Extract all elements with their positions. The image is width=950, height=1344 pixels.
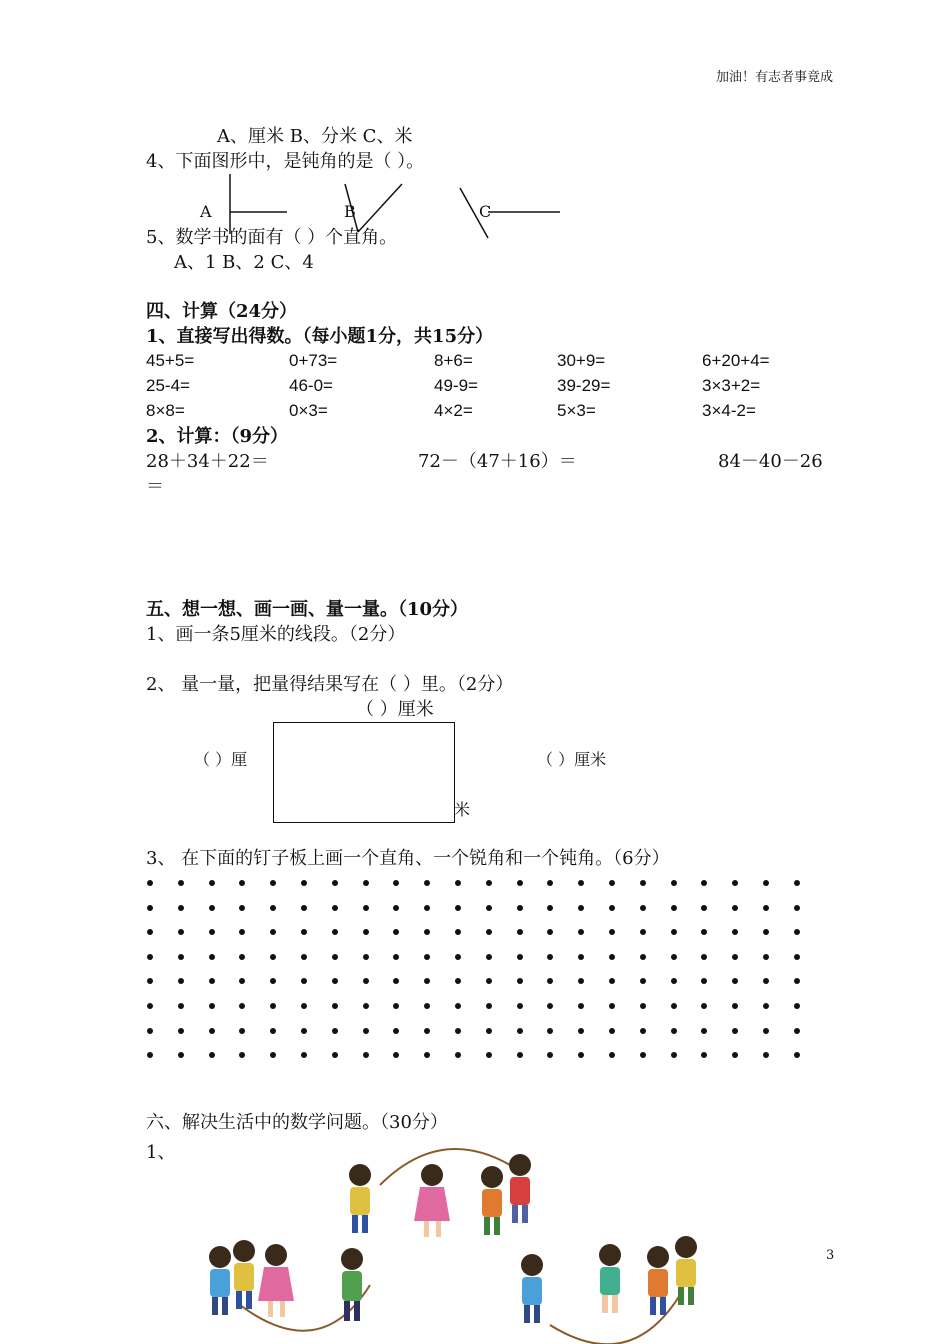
nail-dot[interactable] [209, 954, 215, 960]
child-figure [521, 1254, 543, 1323]
math-item: 4×2= [434, 401, 473, 420]
nail-dot[interactable] [332, 880, 338, 886]
nail-dot[interactable] [270, 978, 276, 984]
nail-dot[interactable] [671, 954, 677, 960]
rect-right-label: （ ）厘米 [537, 750, 607, 769]
nail-dot[interactable] [671, 905, 677, 911]
nail-dot[interactable] [517, 1028, 523, 1034]
nail-dot[interactable] [578, 905, 584, 911]
nail-dot[interactable] [178, 978, 184, 984]
nail-dot[interactable] [393, 1052, 399, 1058]
nail-dot[interactable] [486, 929, 492, 935]
child-figure [209, 1246, 231, 1315]
rect-left-label: （ ）厘 [194, 750, 248, 769]
nail-dot[interactable] [640, 905, 646, 911]
nail-dot[interactable] [763, 880, 769, 886]
math-item: 30+9= [557, 351, 606, 370]
nail-dot[interactable] [578, 1052, 584, 1058]
nail-dot[interactable] [517, 1052, 523, 1058]
nail-dot[interactable] [393, 954, 399, 960]
nail-dot[interactable] [547, 978, 553, 984]
nail-dot[interactable] [332, 1003, 338, 1009]
nail-dot[interactable] [363, 1028, 369, 1034]
nail-dot[interactable] [517, 1003, 523, 1009]
q4-text: 4、下面图形中，是钝角的是（ ）。 [146, 151, 425, 172]
nail-dot[interactable] [732, 929, 738, 935]
nail-dot[interactable] [671, 929, 677, 935]
nail-dot[interactable] [301, 1003, 307, 1009]
calc-expression: 84－40－26 [718, 451, 823, 472]
nail-dot[interactable] [578, 880, 584, 886]
nail-dot[interactable] [455, 905, 461, 911]
nail-dot[interactable] [578, 1003, 584, 1009]
nail-dot[interactable] [640, 929, 646, 935]
section5-q1: 1、画一条5厘米的线段。（2分） [146, 624, 406, 645]
nail-dot[interactable] [147, 978, 153, 984]
math-item: 46-0= [289, 376, 333, 395]
calc-expression: 72－（47＋16）＝ [418, 451, 577, 472]
nail-dot[interactable] [547, 1003, 553, 1009]
nail-dot[interactable] [763, 1003, 769, 1009]
nail-dot[interactable] [671, 880, 677, 886]
nail-dot[interactable] [424, 954, 430, 960]
nail-dot[interactable] [455, 1003, 461, 1009]
nail-dot[interactable] [640, 954, 646, 960]
nail-dot[interactable] [794, 954, 800, 960]
nail-dot[interactable] [486, 905, 492, 911]
nail-dot[interactable] [147, 1003, 153, 1009]
nail-dot[interactable] [609, 978, 615, 984]
nail-dot[interactable] [732, 880, 738, 886]
nail-dot[interactable] [178, 880, 184, 886]
nail-dot[interactable] [486, 1028, 492, 1034]
q5-options: A、1 B、2 C、4 [174, 252, 314, 273]
angle-label-a: A [200, 202, 212, 221]
nail-dot[interactable] [178, 1052, 184, 1058]
angle-c-figure [460, 188, 560, 238]
nail-dot[interactable] [609, 880, 615, 886]
nail-dot[interactable] [609, 1003, 615, 1009]
nail-dot[interactable] [763, 954, 769, 960]
math-item: 5×3= [557, 401, 596, 420]
nail-dot[interactable] [455, 954, 461, 960]
rect-bottom-fragment: 米 [454, 800, 471, 819]
page-number: 3 [826, 1248, 835, 1263]
nail-dot[interactable] [732, 905, 738, 911]
nail-dot[interactable] [270, 880, 276, 886]
section4-title: 四、计算（24分） [146, 301, 298, 322]
nail-dot[interactable] [732, 978, 738, 984]
math-item: 45+5= [146, 351, 195, 370]
nail-dot[interactable] [578, 929, 584, 935]
nail-dot[interactable] [701, 1028, 707, 1034]
calc-wrap-equals: ＝ [146, 476, 164, 497]
nail-dot[interactable] [424, 1003, 430, 1009]
nail-dot[interactable] [270, 929, 276, 935]
nail-dot[interactable] [547, 905, 553, 911]
nail-dot[interactable] [609, 905, 615, 911]
nail-dot[interactable] [794, 1052, 800, 1058]
nail-dot[interactable] [393, 905, 399, 911]
nail-dot[interactable] [270, 1003, 276, 1009]
nail-dot[interactable] [363, 954, 369, 960]
math-item: 0+73= [289, 351, 338, 370]
nail-dot[interactable] [794, 929, 800, 935]
nail-dot[interactable] [363, 929, 369, 935]
nail-dot[interactable] [640, 1052, 646, 1058]
nail-dot[interactable] [424, 978, 430, 984]
nail-dot[interactable] [363, 880, 369, 886]
nail-dot[interactable] [393, 978, 399, 984]
math-item: 8×8= [146, 401, 185, 420]
nail-dot[interactable] [609, 1052, 615, 1058]
section4-part1-title: 1、直接写出得数。（每小题1分，共15分） [146, 326, 494, 347]
nail-dot[interactable] [209, 1052, 215, 1058]
nail-dot[interactable] [671, 1052, 677, 1058]
nail-dot[interactable] [486, 978, 492, 984]
nail-dot[interactable] [147, 1052, 153, 1058]
nail-dot[interactable] [178, 929, 184, 935]
child-figure [675, 1236, 697, 1305]
nail-dot[interactable] [547, 954, 553, 960]
nail-dot[interactable] [732, 1003, 738, 1009]
nail-dot[interactable] [239, 1052, 245, 1058]
q3-options: A、厘米 B、分米 C、米 [217, 126, 413, 147]
nail-dot[interactable] [239, 905, 245, 911]
nail-dot[interactable] [517, 880, 523, 886]
nail-dot[interactable] [393, 929, 399, 935]
nail-dot[interactable] [301, 929, 307, 935]
nail-dot[interactable] [609, 1028, 615, 1034]
child-figure [414, 1164, 450, 1237]
nail-dot[interactable] [547, 1052, 553, 1058]
nail-dot[interactable] [363, 905, 369, 911]
nail-dot[interactable] [270, 1028, 276, 1034]
nail-dot[interactable] [455, 880, 461, 886]
nail-dot[interactable] [455, 929, 461, 935]
nail-dot[interactable] [578, 1028, 584, 1034]
nail-dot[interactable] [209, 929, 215, 935]
nail-dot[interactable] [209, 880, 215, 886]
q5-text: 5、数学书的面有（ ）个直角。 [146, 227, 398, 248]
nail-dot[interactable] [332, 905, 338, 911]
nail-dot[interactable] [301, 905, 307, 911]
nail-dot[interactable] [701, 929, 707, 935]
child-figure [647, 1246, 669, 1315]
nail-dot[interactable] [393, 1003, 399, 1009]
nail-dot[interactable] [393, 880, 399, 886]
child-figure [258, 1244, 294, 1317]
nail-dot[interactable] [209, 1028, 215, 1034]
nail-dot[interactable] [209, 978, 215, 984]
nail-dot[interactable] [671, 1028, 677, 1034]
nail-dot[interactable] [147, 1028, 153, 1034]
nail-dot[interactable] [486, 1003, 492, 1009]
nail-dot[interactable] [332, 1052, 338, 1058]
nail-dot[interactable] [763, 1028, 769, 1034]
nail-dot[interactable] [239, 929, 245, 935]
nail-dot[interactable] [517, 929, 523, 935]
nail-dot[interactable] [332, 1028, 338, 1034]
nail-dot[interactable] [147, 929, 153, 935]
nail-dot[interactable] [701, 954, 707, 960]
math-item: 49-9= [434, 376, 478, 395]
nail-dot[interactable] [178, 954, 184, 960]
nail-dot[interactable] [239, 954, 245, 960]
nail-dot[interactable] [455, 1028, 461, 1034]
math-item: 8+6= [434, 351, 473, 370]
math-item: 3×4-2= [702, 401, 756, 420]
nail-dot[interactable] [486, 954, 492, 960]
nail-dot[interactable] [486, 880, 492, 886]
section6-q1: 1、 [146, 1142, 176, 1163]
math-item: 6+20+4= [702, 351, 770, 370]
math-item: 3×3+2= [702, 376, 761, 395]
nail-dot[interactable] [301, 978, 307, 984]
section5-title: 五、想一想、画一画、量一量。（10分） [146, 599, 469, 620]
rect-top-label: （ ）厘米 [356, 699, 434, 720]
nail-dot[interactable] [794, 880, 800, 886]
nail-dot[interactable] [178, 1028, 184, 1034]
nail-dot[interactable] [794, 1003, 800, 1009]
nail-dot[interactable] [701, 880, 707, 886]
nail-dot[interactable] [701, 978, 707, 984]
nail-dot[interactable] [701, 905, 707, 911]
nail-dot[interactable] [455, 1052, 461, 1058]
nail-dot[interactable] [239, 1003, 245, 1009]
angle-label-b: B [344, 202, 356, 221]
nail-dot[interactable] [209, 905, 215, 911]
nail-dot[interactable] [147, 954, 153, 960]
child-figure [599, 1244, 621, 1313]
math-item: 0×3= [289, 401, 328, 420]
measure-rectangle [273, 722, 455, 823]
nail-dot[interactable] [763, 929, 769, 935]
math-item: 25-4= [146, 376, 190, 395]
child-figure [509, 1154, 531, 1223]
section6-title: 六、解决生活中的数学问题。（30分） [146, 1112, 448, 1133]
nail-dot[interactable] [763, 905, 769, 911]
nail-dot[interactable] [609, 929, 615, 935]
nail-dot[interactable] [455, 978, 461, 984]
nail-dot[interactable] [547, 929, 553, 935]
calc-expression: 28＋34＋22＝ [146, 451, 269, 472]
nail-dot[interactable] [763, 1052, 769, 1058]
nail-dot[interactable] [609, 954, 615, 960]
angle-label-c: C [479, 202, 492, 221]
nail-dot[interactable] [671, 978, 677, 984]
nail-dot[interactable] [209, 1003, 215, 1009]
child-figure [341, 1248, 363, 1321]
nail-dot[interactable] [178, 905, 184, 911]
nail-dot[interactable] [640, 880, 646, 886]
nail-dot[interactable] [239, 978, 245, 984]
nail-dot[interactable] [301, 954, 307, 960]
nail-dot[interactable] [578, 978, 584, 984]
child-figure [349, 1164, 371, 1233]
jump-rope-illustration [180, 1135, 740, 1344]
nail-dot[interactable] [301, 880, 307, 886]
nail-dot[interactable] [547, 880, 553, 886]
nail-dot[interactable] [363, 1003, 369, 1009]
math-item: 39-29= [557, 376, 611, 395]
nail-dot[interactable] [270, 954, 276, 960]
child-figure [481, 1166, 503, 1235]
nail-dot[interactable] [424, 1028, 430, 1034]
nail-dot[interactable] [424, 929, 430, 935]
nail-dot[interactable] [732, 954, 738, 960]
nail-dot[interactable] [147, 880, 153, 886]
nail-dot[interactable] [363, 978, 369, 984]
nail-dot[interactable] [486, 1052, 492, 1058]
nail-dot[interactable] [671, 1003, 677, 1009]
nail-dot[interactable] [578, 954, 584, 960]
nail-dot[interactable] [332, 954, 338, 960]
nail-dot[interactable] [239, 880, 245, 886]
nail-dot[interactable] [701, 1052, 707, 1058]
section5-q2: 2、 量一量，把量得结果写在（ ）里。（2分） [146, 674, 514, 695]
nail-dot[interactable] [424, 905, 430, 911]
nail-dot[interactable] [270, 1052, 276, 1058]
nail-dot[interactable] [270, 905, 276, 911]
header-motto: 加油！有志者事竟成 [715, 70, 833, 85]
nail-dot[interactable] [147, 905, 153, 911]
nail-dot[interactable] [332, 978, 338, 984]
nail-dot[interactable] [178, 1003, 184, 1009]
nail-dot[interactable] [517, 954, 523, 960]
nail-dot[interactable] [517, 978, 523, 984]
nail-dot[interactable] [301, 1028, 307, 1034]
nail-dot[interactable] [640, 1003, 646, 1009]
angle-a-figure [230, 174, 287, 234]
nail-dot[interactable] [732, 1052, 738, 1058]
nail-dot[interactable] [701, 1003, 707, 1009]
section5-q3: 3、 在下面的钉子板上画一个直角、一个锐角和一个钝角。（6分） [146, 848, 670, 869]
section4-part2-title: 2、计算：（9分） [146, 426, 289, 447]
nail-dot[interactable] [517, 905, 523, 911]
nail-dot[interactable] [794, 905, 800, 911]
nail-dot[interactable] [640, 1028, 646, 1034]
nail-dot[interactable] [332, 929, 338, 935]
nail-dot[interactable] [239, 1028, 245, 1034]
nail-dot[interactable] [393, 1028, 399, 1034]
nail-dot[interactable] [301, 1052, 307, 1058]
nail-dot[interactable] [547, 1028, 553, 1034]
nail-dot[interactable] [763, 978, 769, 984]
nail-dot[interactable] [640, 978, 646, 984]
nail-dot[interactable] [424, 880, 430, 886]
nail-dot[interactable] [424, 1052, 430, 1058]
child-figure [233, 1240, 255, 1309]
nail-dot[interactable] [363, 1052, 369, 1058]
nail-dot[interactable] [794, 1028, 800, 1034]
nail-dot[interactable] [794, 978, 800, 984]
nail-dot[interactable] [732, 1028, 738, 1034]
